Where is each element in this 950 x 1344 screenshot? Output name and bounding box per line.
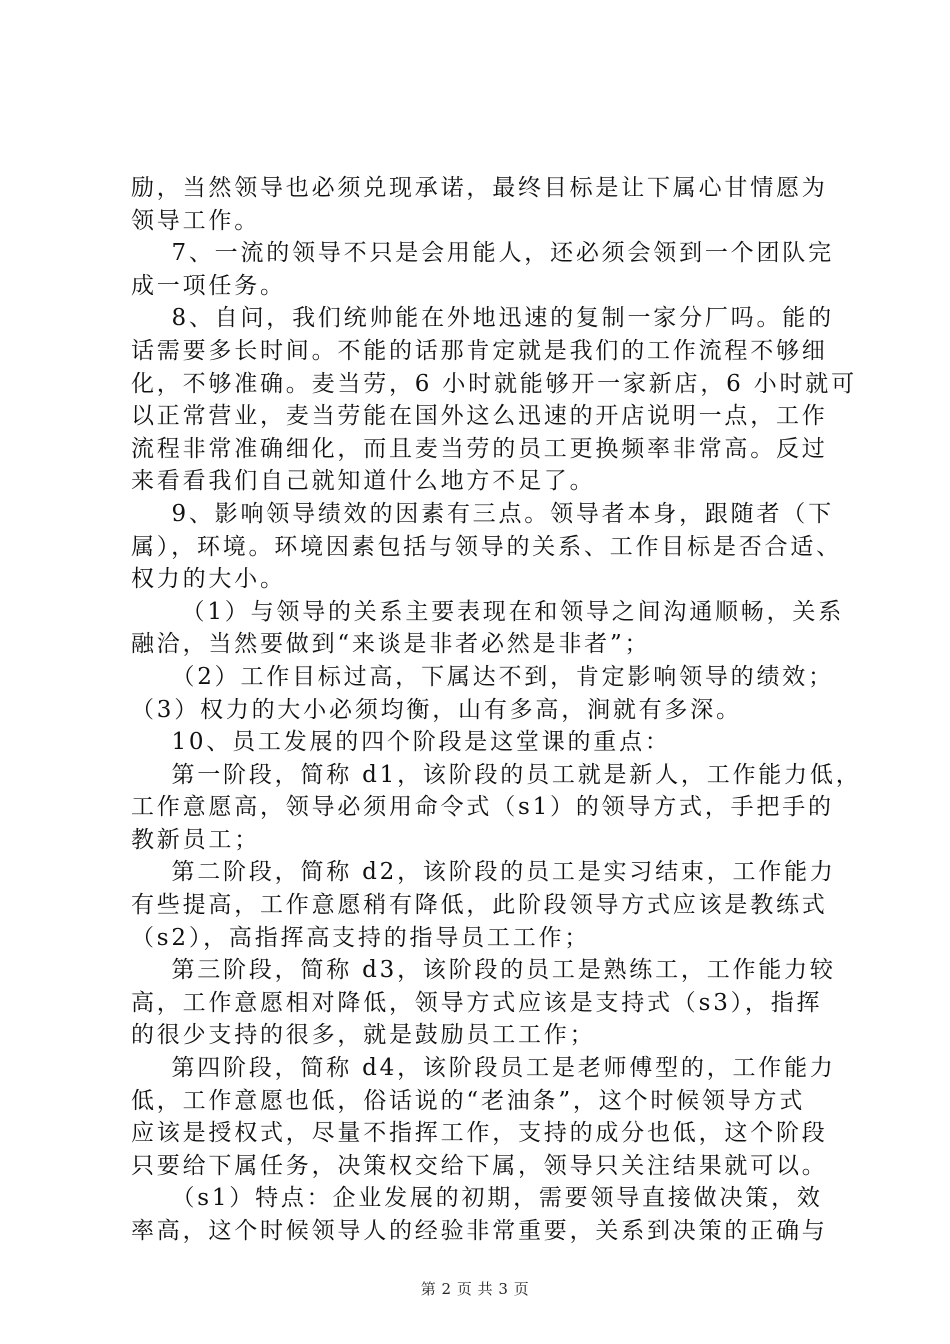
body-text [131,172,862,1248]
text-line: 成一项任务。 [131,272,286,299]
text-line: 7、一流的领导不只是会用能人，还必须会领到一个团队完 [131,240,834,267]
text-line: （s1）特点：企业发展的初期，需要领导直接做决策，效 [131,1185,823,1212]
text-line: 高，工作意愿相对降低，领导方式应该是支持式（s3），指挥 [131,989,823,1016]
text-line: 属），环境。环境因素包括与领导的关系、工作目标是否合适、 [131,533,842,560]
text-line: 第三阶段，简称 d3，该阶段的员工是熟练工，工作能力较 [131,957,836,984]
text-line: 励，当然领导也必须兑现承诺，最终目标是让下属心甘情愿为 [131,175,828,201]
text-line: （1）与领导的关系主要表现在和领导之间沟通顺畅，关系 [131,598,844,625]
text-line: 第二阶段，简称 d2，该阶段的员工是实习结束，工作能力 [131,859,836,886]
text-line: （2）工作目标过高，下属达不到，肯定影响领导的绩效； [131,663,834,690]
text-line: 流程非常准确细化，而且麦当劳的员工更换频率非常高。反过 [131,435,828,462]
text-line: 率高，这个时候领导人的经验非常重要，关系到决策的正确与 [131,1218,828,1244]
text-line: 以正常营业，麦当劳能在国外这么迅速的开店说明一点，工作 [131,403,828,430]
text-line: 第一阶段，简称 d1，该阶段的员工就是新人，工作能力低， [131,761,862,788]
text-line: （3）权力的大小必须均衡，山有多高，涧就有多深。 [131,696,742,723]
text-line: 9、影响领导绩效的因素有三点。领导者本身，跟随者（下 [131,500,834,527]
text-line: 有些提高，工作意愿稍有降低，此阶段领导方式应该是教练式 [131,892,828,919]
page-number-footer: 第 2 页 共 3 页 [420,1280,530,1298]
text-line: 教新员工； [131,826,260,853]
text-line: 低，工作意愿也低，俗话说的“老油条”，这个时候领导方式 [131,1087,806,1114]
text-line: 只要给下属任务，决策权交给下属，领导只关注结果就可以。 [131,1152,828,1179]
text-line: 8、自问，我们统帅能在外地迅速的复制一家分厂吗。能的 [131,305,834,332]
text-line: 来看看我们自己就知道什么地方不足了。 [131,468,596,495]
text-line: 权力的大小。 [131,566,286,593]
text-line: （s2），高指挥高支持的指导员工工作； [131,924,591,951]
text-line: 工作意愿高，领导必须用命令式（s1）的领导方式，手把手的 [131,794,834,821]
text-line: 的很少支持的很多，就是鼓励员工工作； [131,1022,596,1049]
text-line: 应该是授权式，尽量不指挥工作，支持的成分也低，这个阶段 [131,1120,828,1147]
text-line: 领导工作。 [131,207,260,234]
text-line: 第四阶段，简称 d4，该阶段员工是老师傅型的，工作能力 [131,1055,836,1082]
text-line: 化，不够准确。麦当劳，6 小时就能够开一家新店，6 小时就可 [131,370,857,397]
text-line: 话需要多长时间。不能的话那肯定就是我们的工作流程不够细 [131,337,828,364]
text-line: 10、员工发展的四个阶段是这堂课的重点： [131,729,671,756]
text-line: 融洽，当然要做到“来谈是非者必然是非者”； [131,631,651,658]
